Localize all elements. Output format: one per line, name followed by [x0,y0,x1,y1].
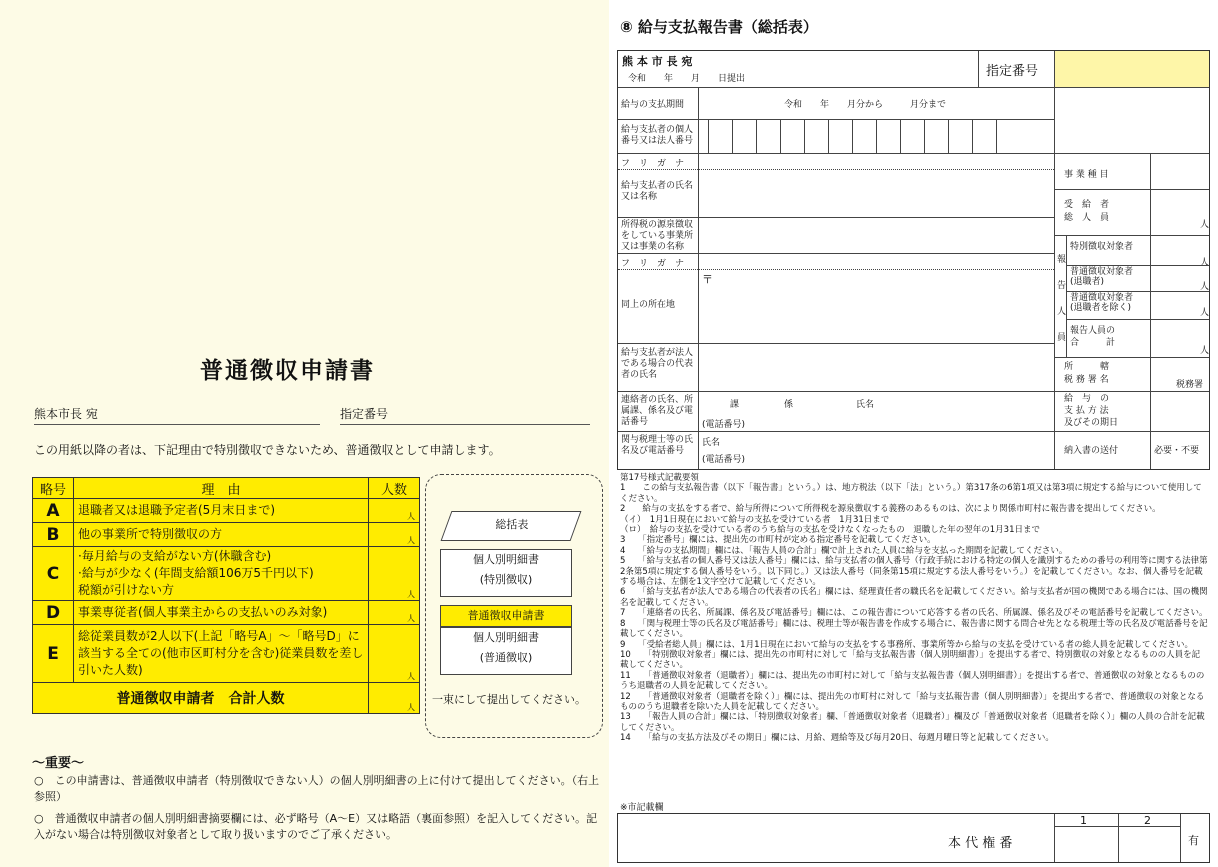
pay-method-label: 給 与 の 支 払 方 法 及びその期日 [1064,394,1119,428]
id-digit-cell[interactable] [732,119,757,153]
ordinary-retired-label: 普通徴収対象者 (退職者) [1070,267,1134,287]
individual-statement-ordinary: 個人別明細書 (普通徴収) [440,627,572,675]
note-item: ○ 普通徴収申請者の個人別明細書摘要欄には、必ず略号（A～E）又は略語（裏面参照）を記入してください。記入がない場合は特別徴収対象者として取り扱いますのでご了承ください。 [34,812,598,841]
id-digit-cell[interactable] [780,119,805,153]
tax-accountant-label: 関与税理士等の氏名及び電話番号 [621,435,694,456]
count-input[interactable]: 人 [369,601,420,625]
honshiten-label: 本 代 権 番 [948,836,1013,851]
city-use-label: ※市記載欄 [620,803,664,813]
row-reason: 総従業員数が2人以下(上記「略号A」～「略号D」に該当する全ての(他市区町村分を含む)従業員数を差し引いた人数) [74,625,369,683]
instruction-line: 11 「普通徴収対象者（退職者）」欄には、提出先の市町村に対して「給与支払報告書（個人別明細書）」を提出する者で、普通徴収の対象となるもののうち退職者の人員を記載してください。 [620,670,1205,692]
contact-label: 連絡者の氏名、所属課、係名及び電話番号 [621,395,694,427]
count-input[interactable]: 人 [369,625,420,683]
representative-input[interactable] [700,345,1050,389]
address-label: 同上の所在地 [621,300,676,310]
tax-office-suffix: 税務署 [1176,380,1204,390]
row-reason: ·毎月給与の支給がない方(休職含む) ·給与が少なく(年間支給額106万5千円以下) 税額が引けない方 [74,547,369,601]
id-digit-cell[interactable] [948,119,973,153]
report-count-label: 報 告 人 員 [1057,255,1067,343]
instruction-line: 4 「給与の支払期間」欄には、「報告人員の合計」欄で計上された人員に給与を支払った期間を記載してください。 [620,545,1068,556]
page-title: 普通徴収申請書 [200,358,375,384]
instructions [620,473,1208,744]
id-digit-cell[interactable] [924,119,949,153]
table-header-row [33,478,420,499]
individual-statement-special: 個人別明細書 (特別徴収) [440,549,572,597]
instruction-line: 10 「特別徴収対象者」欄には、提出先の市町村に対して「給与支払報告書（個人別明細書）」を提出する者で、特別徴収の対象となるものの人員を記載してください。 [620,649,1201,671]
furigana-label: フ リ ガ ナ [621,159,685,169]
payer-id-label: 給与支払者の個人番号又は法人番号 [621,125,694,146]
total-label: 普通徴収申請者 合計人数 [33,683,369,714]
table-row [33,547,420,601]
summary-form [617,50,1210,470]
row-code: A [33,499,74,523]
representative-label: 給与支払者が法人である場合の代表者の氏名 [621,348,694,380]
total-count-input[interactable]: 人 [369,683,420,714]
instruction-line: 第17号様式記載要領 [620,473,699,483]
count-header: 人数 [369,478,420,499]
id-digit-cell[interactable] [972,119,997,153]
submission-date: 令和 年 月 日提出 [628,74,746,84]
furigana-label: フ リ ガ ナ [621,259,685,269]
table-row [33,499,420,523]
unit: 人 [1200,346,1210,356]
table-row [33,601,420,625]
unit: 人 [1200,308,1210,318]
yes-mark: 有 [1188,834,1199,847]
payment-slip-choice[interactable]: 必要・不要 [1154,446,1200,456]
id-digit-cell[interactable] [804,119,829,153]
instruction-line: 5 「給与支払者の個人番号又は法人番号」欄には、給与支払者の個人番号（行政手続における特定の個人を識別するための番号の利用等に関する法律第2条第5項に規定する個人番号をいう。以下同じ。）又は法人番号（同条第15項に規定する法人番号をいう。）を記載してください。なお、個人番号を記載する場合は、左側を1文字空けて記載してください。 [620,556,1208,588]
row-code: C [33,547,74,601]
count-input[interactable]: 人 [369,499,420,523]
column-2: 2 [1144,814,1151,827]
table-row [33,625,420,683]
contact-phone[interactable]: (電話番号) [702,420,746,430]
note-item: ○ この申請書は、普通徴収申請者（特別徴収できない人）の個人別明細書の上に付けて提出してください。（右上参照） [34,774,600,803]
instruction-line: （イ） 1月1日現在において給与の支払を受けている者 1月31日まで [620,514,890,525]
summary-sheet: 総括表 [441,511,582,541]
mayor-addressee: 熊本市長 宛 [34,405,320,425]
unit: 人 [1200,282,1210,292]
report-title: ⑧ 給与支払報告書（総括表） [620,18,818,36]
tax-accountant-phone[interactable]: (電話番号) [702,455,746,465]
id-digit-cell[interactable] [900,119,925,153]
special-collection-label: 特別徴収対象者 [1070,242,1134,252]
instruction-line: 3 「指定番号」欄には、提出先の市町村が定める指定番号を記載してください。 [620,535,936,546]
stacking-diagram [425,474,603,738]
payer-name-input[interactable] [700,171,1050,215]
business-type-label: 事 業 種 目 [1064,170,1109,180]
id-digit-cell[interactable] [828,119,853,153]
ordinary-other-label: 普通徴収対象者 (退職者を除く) [1070,293,1134,313]
mayor-addressee: 熊 本 市 長 宛 [622,55,693,68]
withholding-office-label: 所得税の源泉徴収をしている事業所又は事業の名称 [621,220,694,252]
instruction-line: 6 「給与支払者が法人である場合の代表者の氏名」欄には、経理責任者の職氏名を記載してください。給与支払者が国の機関である場合には、国の機関名を記載してください。 [620,587,1208,608]
application-sheet: 普通徴収申請書 [440,605,572,627]
designated-number-field[interactable]: 指定番号 [340,405,590,425]
city-use-box [617,813,1210,863]
payment-slip-label: 納入書の送付 [1064,446,1119,456]
total-row [33,683,420,714]
id-digit-cell[interactable] [996,119,1021,153]
table-row [33,523,420,547]
count-input[interactable]: 人 [369,547,420,601]
tax-office-label: 所 轄 税 務 署 名 [1064,362,1110,385]
designated-number-input[interactable] [1054,51,1209,87]
important-heading: ～重要～ [32,756,85,771]
row-reason: 他の事業所で特別徴収の方 [74,523,369,547]
id-digit-cell[interactable] [756,119,781,153]
instruction-line: 13 「報告人員の合計」欄には、「特別徴収対象者」欄、「普通徴収対象者（退職者）」欄及び「普通徴収対象者（退職者を除く）」欄の人員の合計を記載してください。 [620,712,1205,733]
withholding-office-input[interactable] [700,219,1050,251]
total-recipients-label: 受 給 者 総 人 員 [1064,200,1110,223]
instruction-line: 12 「普通徴収対象者（退職者を除く）」欄には、提出先の市町村に対して「給与支払報告書（個人別明細書）」を提出する者で、普通徴収の対象となるもののうち退職者を除いた人員を記載してください。 [620,691,1205,712]
diagram-caption: 一束にして提出してください。 [432,693,586,706]
pay-period-label: 給与の支払期間 [621,100,685,110]
instruction-line: （ロ） 給与の支払を受けている者のうち給与の支払を受けなくなったもの 退職した年の翌年の1月31日まで [620,525,1040,536]
reason-header: 理 由 [74,478,369,499]
unit: 人 [1200,220,1210,230]
reason-table [32,477,420,714]
instruction-line: 7 「連絡者の氏名、所属課、係名及び電話番号」欄には、この報告書について応答する者の氏名、所属課、係名及びその電話番号を記載してください。 [620,608,1208,619]
report-total-label: 報告人員の 合 計 [1070,326,1116,348]
address-input[interactable] [714,271,1050,341]
postal-mark: 〒 [702,273,713,286]
instruction-line: 14 「給与の支払方法及びその期日」欄には、月給、週給等及び毎月20日、毎週月曜日等と記載してください。 [620,733,1054,744]
count-input[interactable]: 人 [369,523,420,547]
instruction-line: 1 この給与支払報告書（以下「報告書」という。）は、地方税法（以下「法」という。）第317条の6第1項又は第3項に規定する給与について使用してください。 [620,483,1202,504]
pay-period-field[interactable]: 令和 年 月分から 月分まで [784,100,947,110]
id-digit-cell[interactable] [876,119,901,153]
intro-text: この用紙以降の者は、下記理由で特別徴収できないため、普通徴収として申請します。 [34,443,501,457]
code-header: 略号 [33,478,74,499]
instruction-line: 8 「関与税理士等の氏名及び電話番号」欄には、税理士等が報告書を作成する場合に、報告書に関する問合せ先となる税理士等の氏名及び電話番号を記載してください。 [620,618,1208,640]
row-code: D [33,601,74,625]
tax-accountant-name[interactable]: 氏名 [702,438,721,448]
designated-number-label: 指定番号 [986,64,1039,79]
contact-fields[interactable]: 課 係 氏名 [730,400,875,410]
row-reason: 退職者又は退職予定者(5月末日まで) [74,499,369,523]
instruction-line: 9 「受給者総人員」欄には、1月1日現在において給与の支払をする事務所、事業所等から給与の支払を受けている者の総人員を記載してください。 [620,639,1193,650]
row-reason: 事業専従者(個人事業主からの支払いのみ対象) [74,601,369,625]
row-code: B [33,523,74,547]
unit: 人 [1200,258,1210,268]
id-digit-cell[interactable] [708,119,733,153]
column-1: 1 [1080,814,1087,827]
id-digit-cell[interactable] [852,119,877,153]
row-code: E [33,625,74,683]
payer-name-label: 給与支払者の氏名又は名称 [621,181,694,202]
instruction-line: 2 給与の支払をする者で、給与所得について所得税を源泉徴収する義務のあるものは、次により関係市町村に報告書を提出してください。 [620,504,1161,515]
